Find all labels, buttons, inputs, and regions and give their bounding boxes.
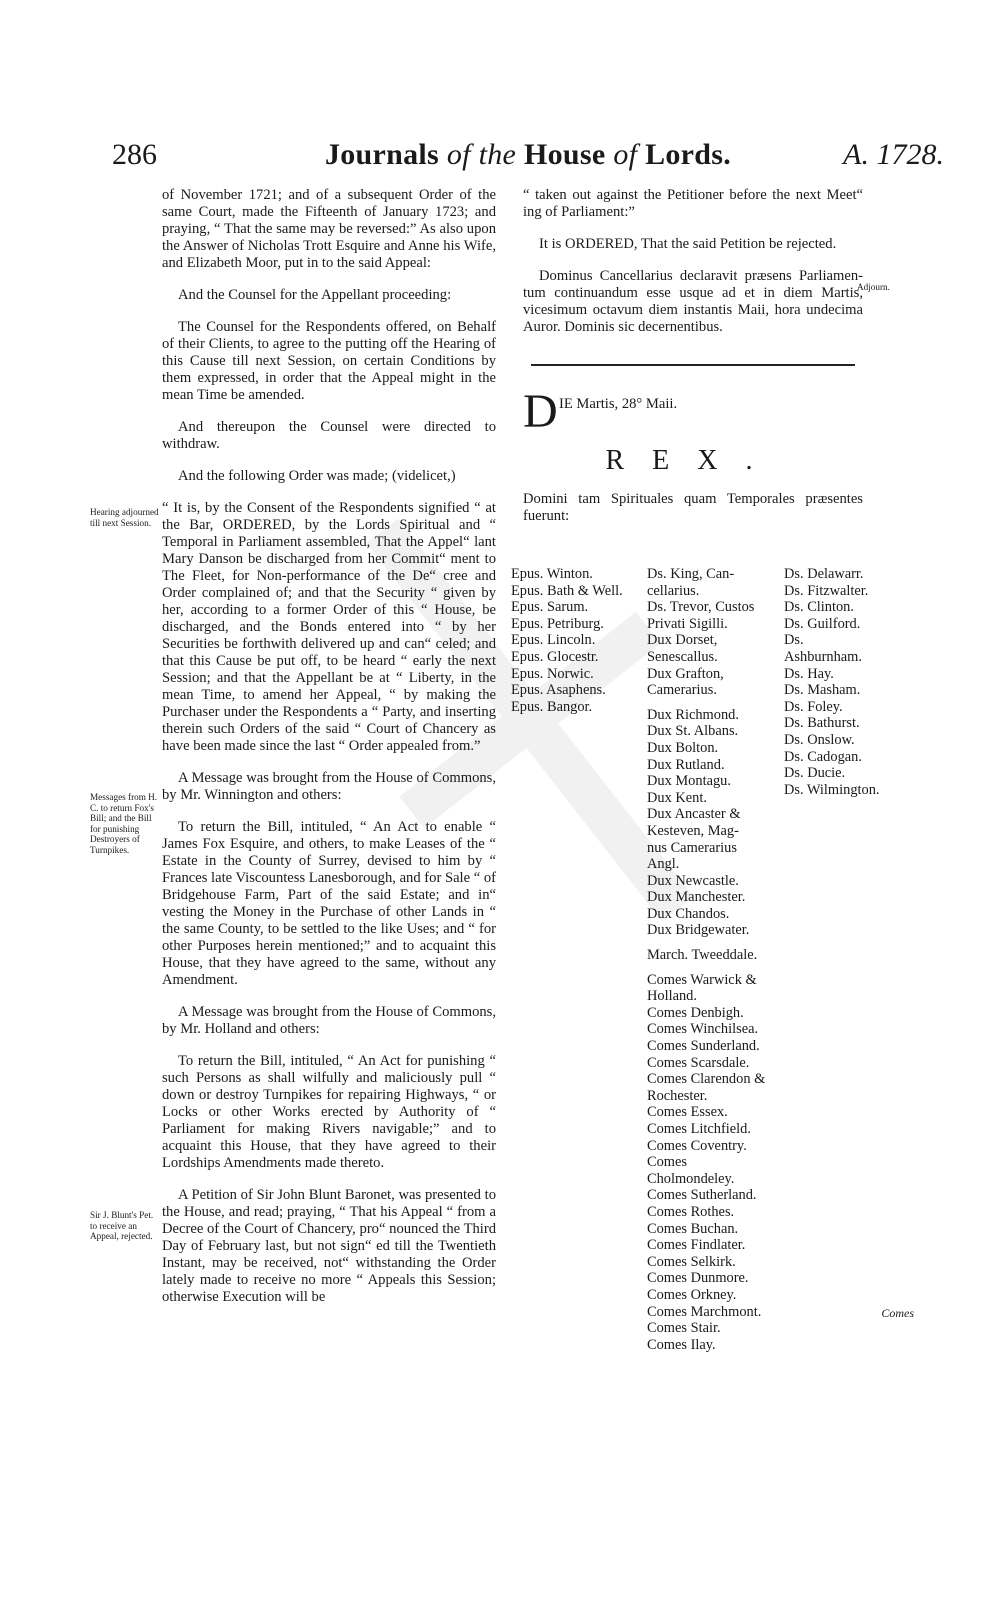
lord-entry: Epus. Winton. — [511, 566, 593, 582]
lord-entry: Ds. Cadogan. — [784, 748, 862, 765]
lord-entry: Kesteven, Mag- — [647, 822, 739, 839]
lord-entry: Ds. Delawarr. — [784, 566, 864, 582]
lord-entry: Comes Orkney. — [647, 1286, 737, 1303]
lord-entry: Dux Rutland. — [647, 756, 725, 773]
lord-entry: Dux Kent. — [647, 789, 707, 806]
lord-entry: Dux Richmond. — [647, 706, 739, 723]
lord-entry: Rochester. — [647, 1087, 708, 1104]
lord-entry: Epus. Asaphens. — [511, 682, 606, 699]
paragraph: Dominus Cancellarius declaravit præsens Parliamentum continuandum esse usque ad et in diem Martis, vicesimum octavum diem instantis Maii, hora undecima Auror. Dominis sic decernentibus. — [523, 268, 863, 335]
lord-entry: cellarius. — [647, 582, 700, 599]
lord-entry: Ds. Hay. — [784, 665, 834, 682]
lord-entry: Ds. Wilmington. — [784, 781, 880, 798]
lord-entry: Comes Essex. — [647, 1104, 728, 1121]
lord-entry: Epus. Glocestr. — [511, 648, 599, 665]
catchword: Comes — [881, 1306, 914, 1320]
lord-entry: Ds. Ducie. — [784, 765, 846, 782]
paragraph: A Petition of Sir John Blunt Baronet, was presented to the House, and read; praying, “ That his Appeal “ from a Decree of the Court of Chancery, pro“ nounced the Third Day of February last, but not sign“ ed till the Twentieth Instant, may be received, not“ withstanding the Order lately made to receive no more “ Appeals this Session; otherwise Execution will be — [162, 1187, 496, 1305]
order-text: “ It is, by the Consent of the Respondents signified “ at the Bar, ORDERED, by the Lords Spiritual and “ Temporal in Parliament assembled, That the Appel“ lant Mary Danson be discharged from her Commit“ ment to The Fleet, for Non-performance of the De“ cree and Order complained of; and that the Security “ given by her, according to a former Order of this “ House, be discharged, and the Bonds entered into “ by her Securities be forthwith delivered up and can“ celed; and that this Cause be put off, to be heard “ early the next Session; and that the Appellant be at “ Liberty, in the mean Time, to amend her Appeal, “ by making the Purchaser under the Respondents a “ Party, and inserting therein such Orders of the said “ Court of Chancery as have been made since the last “ Order appealed from.” — [162, 500, 496, 754]
lord-entry: Ds. Ashburnham. — [784, 632, 862, 665]
lord-entry: Ds. Foley. — [784, 698, 843, 715]
drop-cap: D — [523, 385, 558, 438]
lord-entry: March. Tweeddale. — [647, 947, 758, 964]
running-title: Journals of the House of Lords. — [324, 138, 732, 171]
year: A. 1728. — [843, 138, 944, 171]
lord-entry: Comes Stair. — [647, 1320, 721, 1337]
paragraph: To return the Bill, intituled, “ An Act to enable “ James Fox Esquire, and others, to make Leases of the “ Estate in the County of Surrey, devised to him by “ Frances late Viscountess Lanesborough, and for Sale “ of Bridgehouse Farm, Part of the said Estate; and in“ vesting the Money in the Purchase of other Lands in “ the same County, to be settled to the like Uses; and “ for other Purposes herein mentioned;” and to acquaint this House, that they have agreed to the same, without any Amendment. — [162, 819, 497, 988]
page-number: 286 — [112, 138, 157, 171]
lord-entry: Comes Sutherland. — [647, 1187, 757, 1204]
lord-entry: Epus. Sarum. — [511, 599, 589, 616]
lord-entry: Holland. — [647, 988, 697, 1005]
lord-entry: Camerarius. — [647, 682, 717, 699]
lord-entry: Dux Newcastle. — [647, 872, 739, 889]
lord-entry: Comes Litchfield. — [647, 1121, 751, 1137]
paragraph: To return the Bill, intituled, “ An Act for punishing “ such Persons as shall wilfully and maliciously pull “ down or destroy Turnpikes for repairing Highways, “ or Locks or other Works erected by Authority of “ Parliament for making Rivers navigable;” and to acquaint this House, that they have agreed to their Lordships Amendments made thereto. — [162, 1053, 496, 1171]
lord-entry: Epus. Bath & Well. — [511, 582, 623, 599]
page-header — [112, 138, 944, 184]
lord-entry: Angl. — [647, 856, 680, 873]
lord-entry: Epus. Norwic. — [511, 665, 594, 682]
lord-entry: Epus. Lincoln. — [511, 632, 596, 649]
paragraph: “ taken out against the Petitioner before the next Meet“ ing of Parliament:” — [523, 187, 863, 220]
paragraph: And thereupon the Counsel were directed to withdraw. — [162, 419, 496, 452]
paragraph: of November 1721; and of a subsequent Order of the same Court, made the Fifteenth of January 1723; and praying, “ That the same may be reversed:” As also upon the Answer of Nicholas Trott Esquire and Anne his Wife, and Elizabeth Moor, put in to the said Appeal: — [162, 187, 496, 271]
lords-column-officers — [647, 566, 777, 1353]
paragraph: The Counsel for the Respondents offered, on Behalf of their Clients, to agree to the putting off the Hearing of this Cause till next Session, on certain Conditions by them expressed, in order that the Appeal might in the mean Time be amended. — [162, 319, 496, 403]
left-column — [162, 187, 496, 1321]
right-column — [523, 187, 863, 547]
paragraph: A Message was brought from the House of Commons, by Mr. Winnington and others: — [162, 770, 496, 803]
lord-entry: Comes Findlater. — [647, 1237, 746, 1254]
section-rule — [531, 364, 855, 366]
lord-entry: Comes Warwick & — [647, 971, 757, 988]
lords-column-barons — [784, 566, 884, 798]
lord-entry: Ds. Fitzwalter. — [784, 582, 869, 599]
lord-entry: Comes Dunmore. — [647, 1270, 749, 1287]
margin-note-hearing: Hearing adjourned till next Session. — [90, 507, 159, 528]
lord-entry: Dux Manchester. — [647, 889, 746, 906]
lord-entry: Ds. Onslow. — [784, 731, 855, 748]
lord-entry: Dux Bolton. — [647, 739, 719, 756]
lord-entry: Ds. Clinton. — [784, 599, 854, 616]
lord-entry: Epus. Bangor. — [511, 698, 593, 715]
lord-entry: Comes Rothes. — [647, 1203, 735, 1220]
margin-note-messages: Messages from H. C. to return Fox's Bill; and the Bill for punishing Destroyers of Turnpikes. — [90, 792, 158, 855]
lord-entry: Comes Cholmondeley. — [647, 1154, 735, 1187]
lord-entry: Ds. King, Can- — [647, 566, 735, 582]
lord-entry: Dux Grafton, — [647, 665, 724, 682]
lord-entry: Comes Winchilsea. — [647, 1021, 759, 1038]
paragraph: It is ORDERED, That the said Petition be rejected. — [539, 236, 837, 252]
margin-note-blunt: Sir J. Blunt's Pet. to receive an Appeal, rejected. — [90, 1210, 154, 1241]
lord-entry: Ds. Guilford. — [784, 615, 861, 632]
lord-entry: Privati Sigilli. — [647, 615, 728, 632]
lord-entry: Ds. Masham. — [784, 682, 861, 699]
lord-entry: Comes Clarendon & — [647, 1071, 766, 1088]
lord-entry: Dux Ancaster & — [647, 806, 741, 823]
lord-entry: Dux Bridgewater. — [647, 922, 750, 939]
lord-entry: Epus. Petriburg. — [511, 615, 604, 632]
lord-entry: Comes Coventry. — [647, 1137, 747, 1154]
paragraph: And the Counsel for the Appellant proceeding: — [178, 287, 452, 303]
lord-entry: Comes Marchmont. — [647, 1303, 762, 1320]
rex-heading: REX. — [605, 445, 781, 476]
lord-entry: Comes Sunderland. — [647, 1038, 760, 1055]
lords-column-bishops — [511, 566, 635, 715]
lord-entry: Ds. Bathurst. — [784, 715, 860, 732]
date-line — [523, 385, 863, 438]
margin-note-adjourn: Adjourn. — [857, 282, 890, 292]
lord-entry: Ds. Trevor, Custos — [647, 599, 755, 616]
lord-entry: Comes Denbigh. — [647, 1004, 744, 1021]
lord-entry: Comes Buchan. — [647, 1220, 739, 1237]
date-text: IE Martis, 28° Maii. — [559, 396, 678, 412]
lord-entry: Dux Dorset, — [647, 632, 718, 649]
lord-entry: Senescallus. — [647, 648, 718, 665]
lord-entry: Comes Ilay. — [647, 1336, 716, 1353]
lord-entry: Dux Montagu. — [647, 773, 731, 790]
lord-entry: nus Camerarius — [647, 839, 737, 856]
paragraph: A Message was brought from the House of Commons, by Mr. Holland and others: — [162, 1004, 496, 1037]
lord-entry: Comes Scarsdale. — [647, 1054, 750, 1071]
lord-entry: Dux Chandos. — [647, 905, 730, 922]
domini-line: Domini tam Spirituales quam Temporales præsentes fuerunt: — [523, 491, 863, 524]
lord-entry: Dux St. Albans. — [647, 723, 739, 740]
lord-entry: Comes Selkirk. — [647, 1253, 736, 1270]
paragraph: And the following Order was made; (videlicet,) — [178, 468, 456, 484]
